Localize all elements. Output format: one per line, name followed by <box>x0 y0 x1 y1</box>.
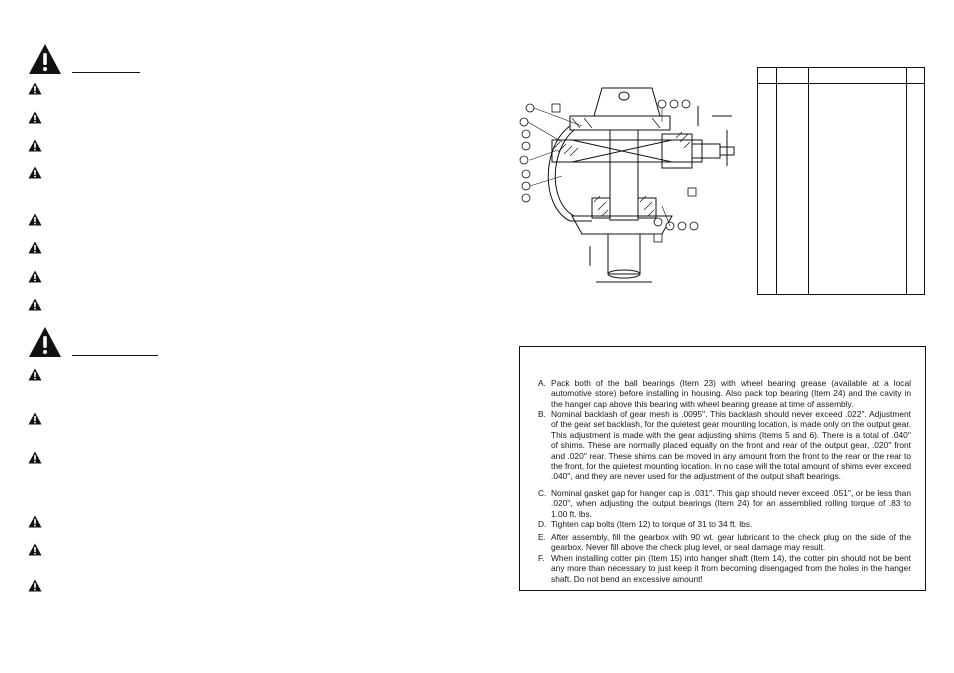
warning-triangle-icon <box>28 43 62 75</box>
note-letter: B. <box>538 409 546 419</box>
note-b <box>538 409 911 482</box>
note-text: Nominal backlash of gear mesh is .0095''. This backlash should never exceed .022''. Adjustment of the gear set backlash, for the quietest gear mounting location, is made only on the output gear. This adjustment is made with the gear adjusting shims (Items 5 and 6). There is a total of .040'' of shims. These are normally placed equally on the front and rear of the output gear, .020'' front and .020'' rear. These shims can be moved in any amount from the front to the rear or the rear to the front, for the quietest mounting location. In no case will the total amount of shims ever exceed .040'', and they are never used for the adjustment of the output shaft bearings. <box>551 409 911 482</box>
table-column-rule <box>906 68 907 294</box>
warning-triangle-icon <box>28 298 42 311</box>
note-text: After assembly, fill the gearbox with 90 wt. gear lubricant to the check plug on the side of the gearbox. Never fill above the check plug level, or seal damage may result. <box>551 532 911 553</box>
note-d <box>538 519 911 529</box>
note-letter: C. <box>538 488 547 498</box>
warning-triangle-icon <box>28 139 42 152</box>
warning-triangle-icon <box>28 270 42 283</box>
table-header-rule <box>758 83 924 84</box>
assembly-notes-box <box>519 346 926 591</box>
note-text: When installing cotter pin (Item 15) into hanger shaft (Item 14), the cotter pin should not be bent any more than necessary to just keep it from becoming disengaged from the holes in the hanger shaft. Do not bend an excessive amount! <box>551 553 911 584</box>
table-column-rule <box>808 68 809 294</box>
warning-triangle-icon <box>28 543 42 556</box>
parts-list-table <box>757 67 925 295</box>
caution-heading-rule <box>72 355 158 356</box>
note-letter: E. <box>538 532 546 542</box>
warning-triangle-icon <box>28 241 42 254</box>
note-c <box>538 488 911 519</box>
warning-triangle-icon <box>28 368 42 381</box>
note-letter: F. <box>538 553 545 563</box>
warning-triangle-icon <box>28 515 42 528</box>
note-letter: D. <box>538 519 547 529</box>
note-a <box>538 378 911 409</box>
table-column-rule <box>776 68 777 294</box>
warning-triangle-icon <box>28 451 42 464</box>
note-text: Pack both of the ball bearings (Item 23) with wheel bearing grease (available at a local automotive store) before installing in housing. Also pack top bearing (Item 24) and the cavity in the hanger cap above this bearing with wheel bearing grease at time of assembly. <box>551 378 911 409</box>
warning-triangle-icon <box>28 166 42 179</box>
note-f <box>538 553 911 584</box>
warning-triangle-icon <box>28 213 42 226</box>
gearbox-exploded-diagram <box>512 86 744 286</box>
warning-triangle-icon <box>28 326 62 358</box>
warning-triangle-icon <box>28 111 42 124</box>
note-letter: A. <box>538 378 546 388</box>
note-e <box>538 532 911 553</box>
warning-triangle-icon <box>28 82 42 95</box>
warning-heading-rule <box>72 72 140 73</box>
note-text: Nominal gasket gap for hanger cap is .031''. This gap should never exceed .051'', or be less than .020'', when adjusting the output bearings (Item 24) for an assemblied rolling torque of .83 to 1.00 ft. lbs. <box>551 488 911 519</box>
warning-triangle-icon <box>28 412 42 425</box>
note-text: Tighten cap bolts (Item 12) to torque of 31 to 34 ft. lbs. <box>551 519 753 529</box>
warning-triangle-icon <box>28 579 42 592</box>
